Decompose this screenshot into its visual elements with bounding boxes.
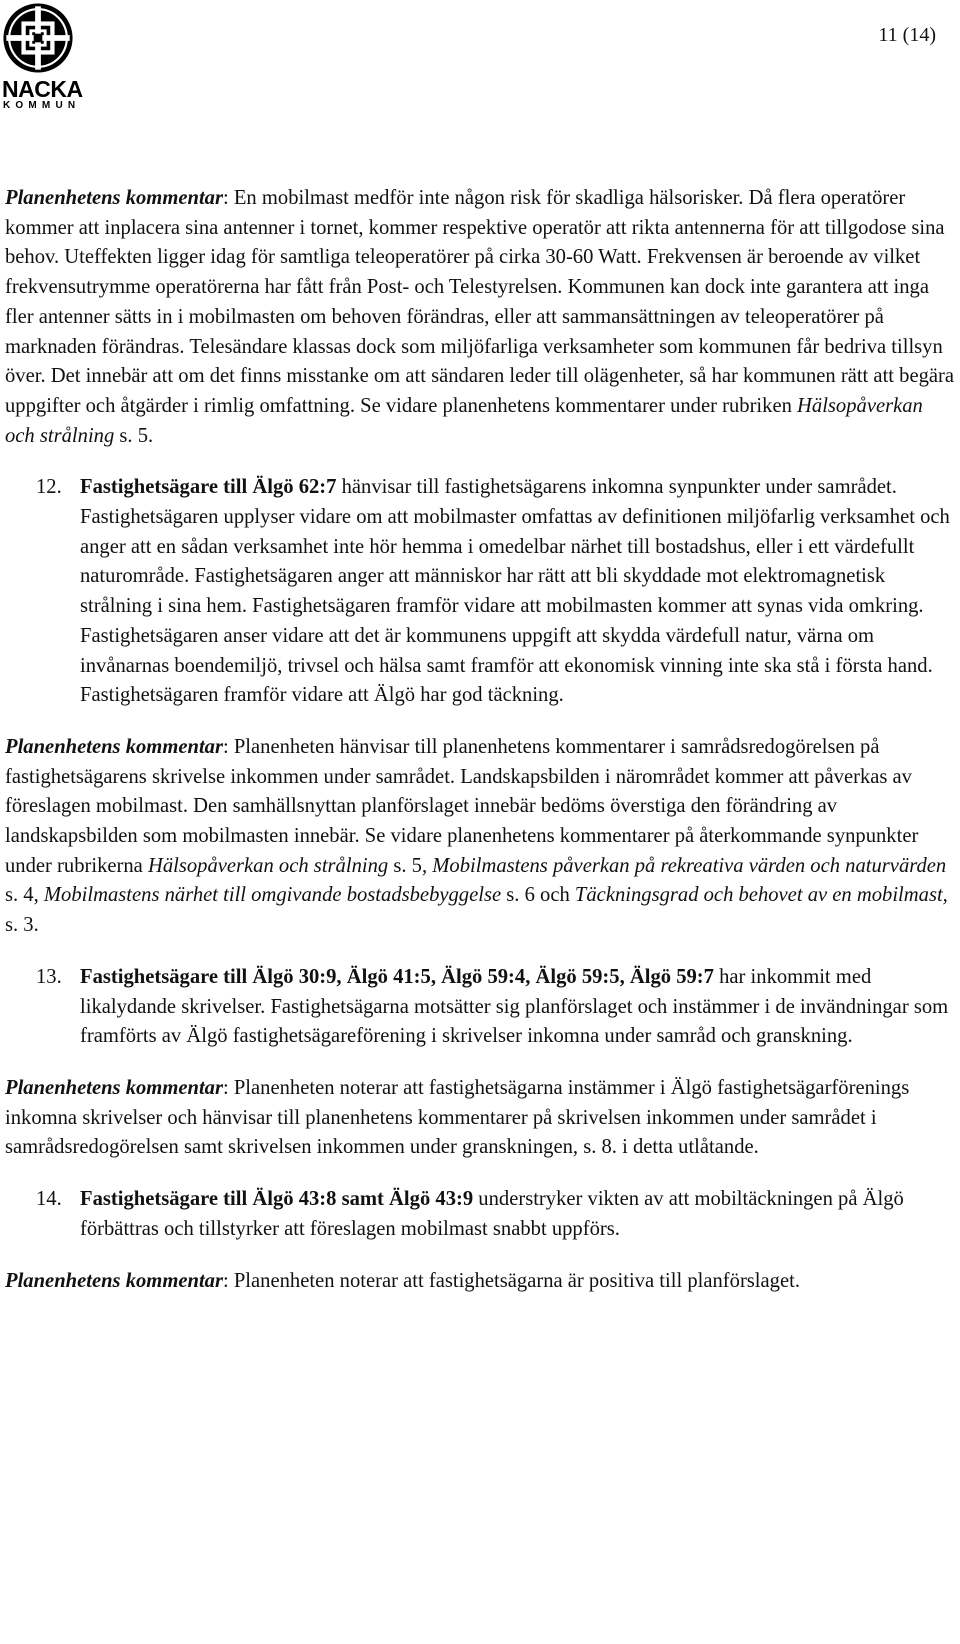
comment-label: Planenhetens kommentar [5, 1269, 223, 1292]
comment-text: : Planenheten hänvisar till planenhetens kommentarer i samrådsredogörelsen på fastighetsägarens skrivelse inkommen under samrådet. Landskapsbilden i närområdet kommer att påverkas av föreslagen mobilmast. Den samhällsnyttan planförslaget innebär bedöms överstiga den förändring av landskapsbilden som mobilmasten innebär. Se vidare planenhetens kommentarer på återkommande synpunkter under rubrikerna [5, 735, 919, 877]
logo-name: NACKA [2, 76, 83, 102]
comment-text: : Planenheten noterar att fastighetsägarna instämmer i Älgö fastighetsägarförenings inkomna skrivelser och hänvisar till planenhetens kommentarer på skrivelsen inkommen under samrådet i samrådsredogörelsen samt skrivelsen inkommen under granskningen, s. 8. i detta utlåtande. [5, 1076, 910, 1159]
list-item [5, 1185, 955, 1244]
comment-label: Planenhetens kommentar [5, 187, 223, 209]
logo [0, 0, 83, 120]
comment-text: : En mobilmast medför inte någon risk för skadliga hälsorisker. Då flera operatörer kommer att inplacera sina antenner i tornet, kommer respektive operatör att rikta antennerna för att tillgodose sina behov. Uteffekten ligger idag för samtliga teleoperatörer på cirka 30-60 Watt. Frekvensen är beroende av vilket frekvensutrymme operatörerna har fått från Post- och Telestyrelsen. Kommunen kan dock inte garantera att inga fler antenner sätts in i mobilmasten om behoven förändras, eller att sammansättningen av teleoperatörer på marknaden förändras. Telesändare klassas dock som miljöfarliga verksamheter som kommunen får bedriva tillsyn över. Det innebär att om det finns misstanke om att sändaren leder till olägenheter, så har kommunen rätt att begära uppgifter och åtgärder i rimlig omfattning. Se vidare planenhetens kommentarer under rubriken [5, 187, 955, 417]
item-body [80, 473, 955, 711]
comment-paragraph [5, 1074, 955, 1163]
nacka-emblem-icon [2, 2, 74, 74]
comment-label: Planenhetens kommentar [5, 1076, 223, 1099]
section-reference: Hälsopåverkan och strålning [147, 854, 389, 877]
section-reference: Mobilmastens närhet till omgivande bostadsbebyggelse [43, 884, 502, 907]
item-heading: Fastighetsägare till Älgö 30:9, Älgö 41:5, Älgö 59:4, Älgö 59:5, Älgö 59:7 [80, 965, 714, 988]
item-text: har inkommit med likalydande skrivelser. Fastighetsägarna motsätter sig planförslaget och instämmer i de invändningar som framförts av Älgö fastighetsägareförening i skrivelser inkomna under samråd och granskning. [80, 965, 949, 1048]
comment-text-connector: s. 4, [5, 884, 44, 907]
document-body [5, 184, 955, 1296]
item-number: 14. [36, 1188, 62, 1211]
comment-paragraph [5, 733, 955, 941]
item-number: 13. [36, 965, 62, 988]
comment-text-connector: s. 6 och [501, 884, 575, 907]
item-body [80, 963, 955, 1052]
item-heading: Fastighetsägare till Älgö 62:7 [80, 476, 337, 499]
item-text: understryker vikten av att mobiltäckningen på Älgö förbättras och tillstyrker att föreslagen mobilmast snabbt uppförs. [80, 1188, 904, 1240]
logo-subtitle: KOMMUN [3, 100, 81, 111]
comment-text-connector: s. 5, [388, 854, 433, 877]
item-text: hänvisar till fastighetsägarens inkomna synpunkter under samrådet. Fastighetsägaren upplyser vidare om att mobilmaster omfattas av definitionen miljöfarlig verksamhet och anger att en sådan verksamhet inte hör hemma i omedelbar närhet till bostadshus, eller i ett värdefullt naturområde. Fastighetsägaren anger att människor har rätt att bli skyddade mot elektromagnetisk strålning i sina hem. Fastighetsägaren framför vidare att mobilmasten kommer att synas vida omkring. Fastighetsägaren anser vidare att det är kommunens uppgift att skydda värdefull natur, värna om invånarnas boendemiljö, trivsel och hälsa samt framför att ekonomisk vinning inte ska stå i första hand. Fastighetsägaren framför vidare att Älgö har god täckning. [80, 476, 950, 707]
item-number: 12. [36, 476, 62, 499]
comment-tail: s. 3. [5, 914, 39, 937]
comment-label: Planenhetens kommentar [5, 735, 223, 758]
page-number: 11 (14) [878, 24, 936, 46]
list-item [5, 473, 955, 711]
comment-paragraph [5, 184, 955, 451]
section-reference: Täckningsgrad och behovet av en mobilmast, [574, 884, 948, 907]
item-heading: Fastighetsägare till Älgö 43:8 samt Älgö 43:9 [80, 1188, 474, 1211]
comment-text: : Planenheten noterar att fastighetsägarna är positiva till planförslaget. [222, 1269, 800, 1292]
item-body [80, 1185, 955, 1244]
comment-tail: s. 5. [114, 424, 154, 447]
section-reference: Hälsopåverkan och strålning [5, 394, 923, 447]
list-item [5, 963, 955, 1052]
comment-paragraph [5, 1267, 955, 1297]
section-reference: Mobilmastens påverkan på rekreativa värden och naturvärden [432, 854, 947, 877]
